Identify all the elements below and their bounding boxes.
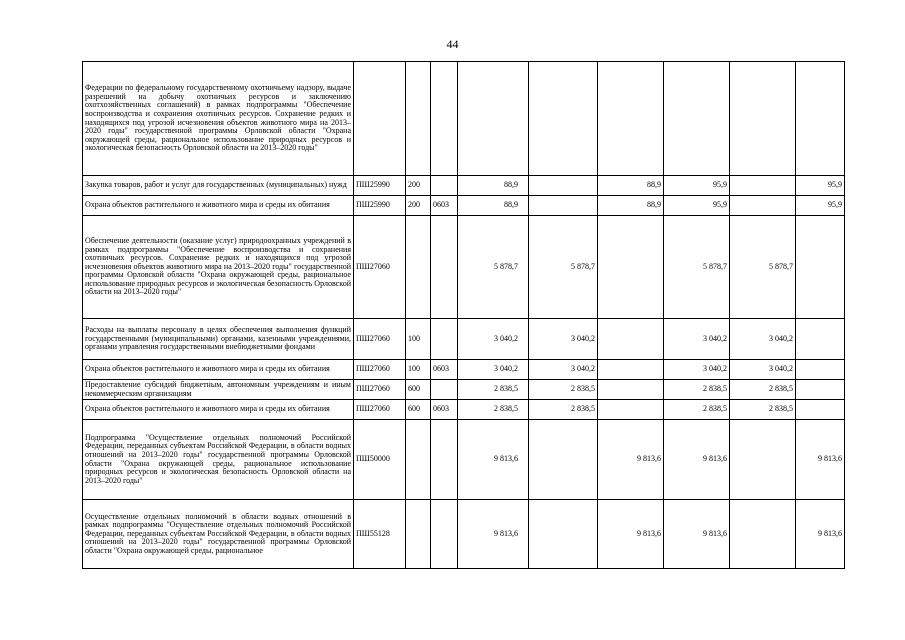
amount-cell-5 — [730, 62, 796, 176]
amount-cell-1: 88,9 — [458, 176, 529, 196]
expense-type-cell — [406, 62, 431, 176]
target-article-cell — [354, 62, 406, 176]
amount-cell-2: 3 040,2 — [529, 360, 598, 380]
expense-type-cell: 100 — [406, 319, 431, 360]
target-article-cell: ПШ55128 — [354, 500, 406, 569]
table-row — [83, 62, 845, 176]
amount-cell-3: 88,9 — [598, 176, 664, 196]
amount-cell-6 — [796, 380, 845, 400]
amount-cell-4: 95,9 — [664, 196, 730, 216]
amount-cell-5 — [730, 420, 796, 500]
amount-cell-1 — [458, 62, 529, 176]
amount-cell-5 — [730, 196, 796, 216]
expense-type-cell: 200 — [406, 196, 431, 216]
amount-cell-2 — [529, 176, 598, 196]
amount-cell-3: 9 813,6 — [598, 500, 664, 569]
amount-cell-1: 2 838,5 — [458, 380, 529, 400]
amount-cell-6 — [796, 360, 845, 380]
description-cell: Предоставление субсидий бюджетным, автономным учреждениям и иным некоммерческим организациям — [83, 380, 354, 400]
amount-cell-3 — [598, 319, 664, 360]
section-cell: 0603 — [431, 400, 458, 420]
amount-cell-2: 2 838,5 — [529, 380, 598, 400]
description-cell: Расходы на выплаты персоналу в целях обеспечения выполнения функций государственными (муниципальными) органами, казенными учреждениями, органами управления государственными внебюджетными фондами — [83, 319, 354, 360]
amount-cell-3 — [598, 380, 664, 400]
amount-cell-2: 2 838,5 — [529, 400, 598, 420]
amount-cell-3 — [598, 360, 664, 380]
amount-cell-3: 9 813,6 — [598, 420, 664, 500]
amount-cell-1: 3 040,2 — [458, 319, 529, 360]
section-cell — [431, 420, 458, 500]
section-cell — [431, 62, 458, 176]
table-row — [83, 176, 845, 196]
description-cell: Охрана объектов растительного и животного мира и среды их обитания — [83, 400, 354, 420]
amount-cell-5: 5 878,7 — [730, 216, 796, 319]
amount-cell-4: 3 040,2 — [664, 319, 730, 360]
section-cell — [431, 319, 458, 360]
amount-cell-6 — [796, 62, 845, 176]
amount-cell-3 — [598, 216, 664, 319]
amount-cell-5: 3 040,2 — [730, 319, 796, 360]
amount-cell-4: 9 813,6 — [664, 500, 730, 569]
amount-cell-6 — [796, 319, 845, 360]
amount-cell-2: 3 040,2 — [529, 319, 598, 360]
expense-type-cell — [406, 500, 431, 569]
amount-cell-2 — [529, 62, 598, 176]
description-cell: Федерации по федеральному государственному охотничьему надзору, выдаче разрешений на добычу охотничьих ресурсов и заключению охотхозяйственных соглашений) в рамках подпрограммы "Обеспечение воспроизводства и сохранения охотничьих ресурсов. Сохранение редких и находящихся под угрозой исчезновения объектов животного мира на 2013–2020 годы" государственной программы Орловской области "Охрана окружающей среды, рациональное использование природных ресурсов и экологическая безопасность Орловской области на 2013–2020 годы" — [83, 62, 354, 176]
description-cell: Обеспечение деятельности (оказание услуг) природоохранных учреждений в рамках подпрограммы "Обеспечение воспроизводства и сохранения охотничьих ресурсов. Сохранение редких и находящихся под угрозой исчезновения объектов животного мира на 2013–2020 годы" государственной программы Орловской области "Охрана окружающей среды, рациональное использование природных ресурсов и экологическая безопасность Орловской области на 2013–2020 годы" — [83, 216, 354, 319]
section-cell — [431, 500, 458, 569]
amount-cell-3 — [598, 62, 664, 176]
target-article-cell: ПШ50000 — [354, 420, 406, 500]
table-row — [83, 380, 845, 400]
table-row — [83, 216, 845, 319]
table-row — [83, 400, 845, 420]
expense-type-cell: 600 — [406, 400, 431, 420]
amount-cell-6 — [796, 216, 845, 319]
target-article-cell: ПШ27060 — [354, 216, 406, 319]
amount-cell-3 — [598, 400, 664, 420]
amount-cell-4: 5 878,7 — [664, 216, 730, 319]
section-cell: 0603 — [431, 360, 458, 380]
description-cell: Осуществление отдельных полномочий в области водных отношений в рамках подпрограммы "Осуществление отдельных полномочий Российской Федерации, переданных субъектам Российской Федерации, в области водных отношений на 2013–2020 годы" государственной программы Орловской области "Охрана окружающей среды, рациональное — [83, 500, 354, 569]
amount-cell-4: 95,9 — [664, 176, 730, 196]
expense-type-cell: 600 — [406, 380, 431, 400]
amount-cell-4 — [664, 62, 730, 176]
amount-cell-5: 2 838,5 — [730, 400, 796, 420]
description-cell: Закупка товаров, работ и услуг для государственных (муниципальных) нужд — [83, 176, 354, 196]
table-row — [83, 196, 845, 216]
target-article-cell: ПШ27060 — [354, 319, 406, 360]
description-cell: Подпрограмма "Осуществление отдельных полномочий Российской Федерации, переданных субъектам Российской Федерации, в области водных отношений на 2013–2020 годы" государственной программы Орловской области "Охрана окружающей среды, рациональное использование природных ресурсов и экологическая безопасность Орловской области на 2013–2020 годы" — [83, 420, 354, 500]
expense-type-cell — [406, 216, 431, 319]
table-row — [83, 360, 845, 380]
amount-cell-4: 3 040,2 — [664, 360, 730, 380]
target-article-cell: ПШ25990 — [354, 176, 406, 196]
amount-cell-1: 2 838,5 — [458, 400, 529, 420]
amount-cell-5: 3 040,2 — [730, 360, 796, 380]
amount-cell-6: 95,9 — [796, 196, 845, 216]
amount-cell-6: 9 813,6 — [796, 500, 845, 569]
table-row — [83, 500, 845, 569]
amount-cell-2 — [529, 196, 598, 216]
table-row — [83, 319, 845, 360]
amount-cell-3: 88,9 — [598, 196, 664, 216]
amount-cell-6: 95,9 — [796, 176, 845, 196]
amount-cell-5 — [730, 500, 796, 569]
amount-cell-1: 3 040,2 — [458, 360, 529, 380]
budget-table — [82, 61, 845, 569]
amount-cell-5 — [730, 176, 796, 196]
amount-cell-6 — [796, 400, 845, 420]
section-cell: 0603 — [431, 196, 458, 216]
table-row — [83, 420, 845, 500]
amount-cell-2: 5 878,7 — [529, 216, 598, 319]
table-body — [83, 62, 845, 569]
description-cell: Охрана объектов растительного и животного мира и среды их обитания — [83, 360, 354, 380]
amount-cell-4: 2 838,5 — [664, 400, 730, 420]
amount-cell-1: 9 813,6 — [458, 420, 529, 500]
expense-type-cell: 100 — [406, 360, 431, 380]
target-article-cell: ПШ27060 — [354, 380, 406, 400]
amount-cell-6: 9 813,6 — [796, 420, 845, 500]
amount-cell-2 — [529, 500, 598, 569]
expense-type-cell: 200 — [406, 176, 431, 196]
amount-cell-5: 2 838,5 — [730, 380, 796, 400]
target-article-cell: ПШ25990 — [354, 196, 406, 216]
amount-cell-4: 2 838,5 — [664, 380, 730, 400]
expense-type-cell — [406, 420, 431, 500]
section-cell — [431, 216, 458, 319]
section-cell — [431, 380, 458, 400]
amount-cell-2 — [529, 420, 598, 500]
section-cell — [431, 176, 458, 196]
amount-cell-1: 5 878,7 — [458, 216, 529, 319]
target-article-cell: ПШ27060 — [354, 400, 406, 420]
amount-cell-4: 9 813,6 — [664, 420, 730, 500]
page-number: 44 — [446, 37, 459, 51]
description-cell: Охрана объектов растительного и животного мира и среды их обитания — [83, 196, 354, 216]
amount-cell-1: 9 813,6 — [458, 500, 529, 569]
amount-cell-1: 88,9 — [458, 196, 529, 216]
target-article-cell: ПШ27060 — [354, 360, 406, 380]
